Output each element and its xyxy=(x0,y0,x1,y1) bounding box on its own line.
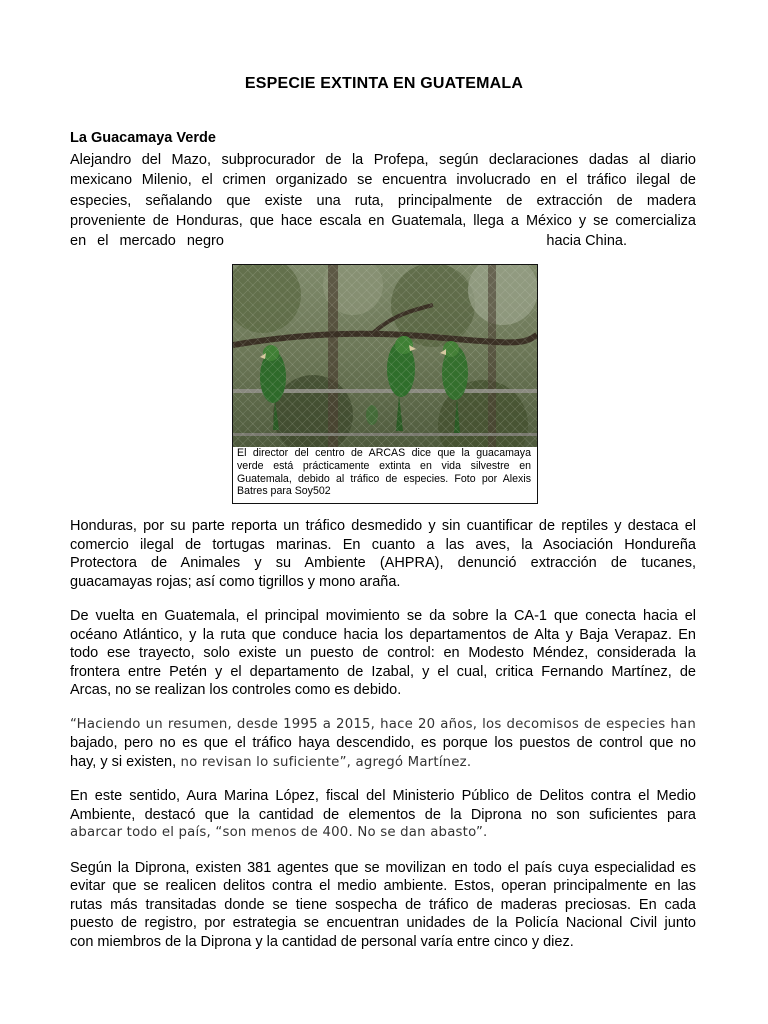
paragraph-line xyxy=(70,753,696,772)
quote-fragment: hay, y si existen, xyxy=(70,754,177,770)
paragraph-line: “Haciendo un resumen, desde 1995 a 2015, hace 20 años, los decomisos de especies han xyxy=(70,717,696,732)
paragraph-line: océano Atlántico, y la ruta que conduce hacia los departamentos de Alta y Baja Verapaz. En xyxy=(70,626,696,643)
paragraph-word: hacia China. xyxy=(546,233,627,250)
paragraph-line: En este sentido, Aura Marina López, fiscal del Ministerio Público de Delitos contra el Medio xyxy=(70,788,696,804)
paragraph-word: el xyxy=(97,233,109,250)
paragraph-4-quote xyxy=(70,715,696,772)
paragraph-line: con miembros de la Diprona y la cantidad de personal varía entre cinco y diez. xyxy=(70,933,574,950)
paragraph-line: frontera entre Petén y el departamento de Izabal, y el cual, critica Fernando Martínez, de xyxy=(70,663,696,680)
section-subheading: La Guacamaya Verde xyxy=(70,130,216,146)
photo-caption xyxy=(237,447,531,498)
paragraph-word: en xyxy=(70,233,87,250)
paragraph-6 xyxy=(70,859,696,951)
paragraph-line: De vuelta en Guatemala, el principal movimiento se da sobre la CA-1 que conecta hacia el xyxy=(70,608,696,624)
paragraph-line: evitar que se realicen delitos contra el medio ambiente. Estos, operan principalmente en las xyxy=(70,878,696,895)
paragraph-line: mexicano Milenio, el crimen organizado se encuentra involucrado en el tráfico ilegal de xyxy=(70,172,696,189)
paragraph-line: comercio ilegal de tortugas marinas. En cuanto a las aves, la Asociación Hondureña xyxy=(70,536,696,553)
paragraph-1 xyxy=(70,150,696,251)
parrots-in-aviary-image xyxy=(233,265,537,447)
paragraph-line: todo ese trayecto, solo existe un puesto de control: en Modesto Méndez, considerada la xyxy=(70,645,696,662)
paragraph-word: mercado xyxy=(119,233,176,250)
paragraph-line-split xyxy=(70,231,696,251)
caption-line: Guatemala, debido al tráfico de especies. Foto por Alexis xyxy=(237,472,531,485)
quote-fragment: no revisan lo suficiente”, agregó Martínez. xyxy=(176,755,472,770)
paragraph-line: guacamayas rojas; así como tigrillos y mono araña. xyxy=(70,573,401,590)
paragraph-line: bajado, pero no es que el tráfico haya descendido, es porque los puestos de control que no xyxy=(70,735,696,751)
paragraph-line: rutas más transitadas donde se tiene sospecha de tráfico de maderas preciosas. En cada xyxy=(70,896,696,913)
paragraph-line: Alejandro del Mazo, subprocurador de la Profepa, según declaraciones dadas al diario xyxy=(70,152,696,168)
paragraph-line: Protectora de Animales y su Ambiente (AHPRA), denunció extracción de tucanes, xyxy=(70,555,696,571)
photo-figure xyxy=(232,264,538,504)
paragraph-line: Ambiente, destacó que la cantidad de elementos de la Diprona no son suficientes para xyxy=(70,806,696,823)
caption-line: verde está prácticamente extinta en vida silvestre en xyxy=(237,459,531,472)
paragraph-word: negro xyxy=(186,233,224,250)
paragraph-3 xyxy=(70,607,696,700)
paragraph-line: proveniente de Honduras, que hace escala en Guatemala, llega a México y se comercializa xyxy=(70,212,696,229)
document-title: ESPECIE EXTINTA EN GUATEMALA xyxy=(244,75,524,92)
paragraph-line: abarcar todo el país, “son menos de 400. No se dan abasto”. xyxy=(70,825,488,840)
paragraph-line: especies, señalando que existe una ruta, principalmente de extracción de madera xyxy=(70,192,696,209)
paragraph-line: puesto de registro, por estrategia se encuentran unidades de la Policía Nacional Civil junto xyxy=(70,915,696,932)
paragraph-line: Arcas, no se realizan los controles como es debido. xyxy=(70,682,402,699)
paragraph-5 xyxy=(70,787,696,843)
macaw-photo xyxy=(233,265,537,447)
paragraph-line: Honduras, por su parte reporta un tráfico desmedido y sin cuantificar de reptiles y destaca el xyxy=(70,518,696,534)
paragraph-2 xyxy=(70,517,696,591)
caption-line: El director del centro de ARCAS dice que la guacamaya xyxy=(237,447,531,459)
caption-line: Batres para Soy502 xyxy=(237,485,331,498)
paragraph-line: Según la Diprona, existen 381 agentes que se movilizan en todo el país cuya especialidad es xyxy=(70,860,696,876)
